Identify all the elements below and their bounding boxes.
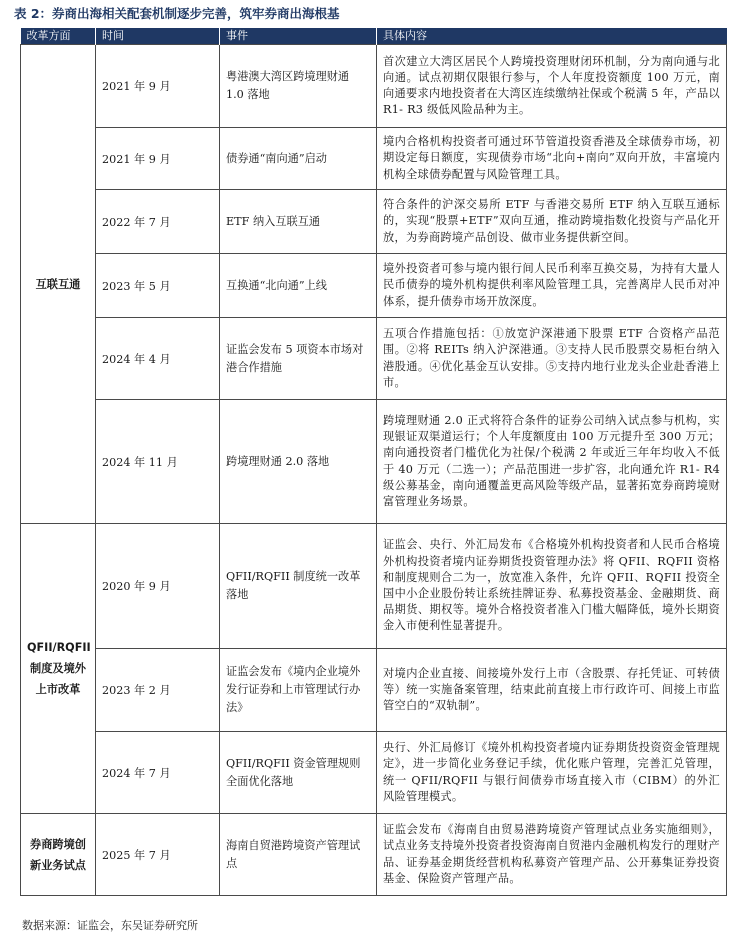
- event-cell: QFII/RQFII 资金管理规则全面优化落地: [220, 732, 377, 814]
- table-row: [21, 524, 727, 649]
- detail-cell: 对境内企业直接、间接境外发行上市（含股票、存托凭证、可转债等）统一实施备案管理，结束此前直接上市行政许可、间接上市监管空白的“双轨制”。: [377, 649, 727, 732]
- category-cell: QFII/RQFII 制度及境外上市改革: [21, 524, 96, 814]
- table-row: [21, 318, 727, 400]
- reform-table: [20, 28, 727, 896]
- header-event: 事件: [220, 28, 377, 45]
- detail-cell: 央行、外汇局修订《境外机构投资者境内证券期货投资资金管理规定》，进一步简化业务登记手续，优化账户管理，完善汇兑管理，统一 QFII/RQFII 与银行间债券市场直接入市（CIBM）的外汇风险管理模式。: [377, 732, 727, 814]
- table-row: [21, 400, 727, 524]
- detail-cell: 证监会、央行、外汇局发布《合格境外机构投资者和人民币合格境外机构投资者境内证券期货投资管理办法》将 QFII、RQFII 资格和制度规则合二为一，放宽准入条件，允许 QFII、RQFII 投资全国中小企业股份转让系统挂牌证券、私募投资基金、金融期货、商品期货、期权等。境外合格投资者准入门槛大幅降低，境外长期资金入市便利性显著提升。: [377, 524, 727, 649]
- event-cell: 互换通“北向通”上线: [220, 254, 377, 318]
- source-note: 数据来源：证监会，东吴证券研究所: [22, 919, 198, 932]
- detail-cell: 境内合格机构投资者可通过环节管道投资香港及全球债券市场，初期设定每日额度，实现债券市场“北向+南向”双向开放，丰富境内机构全球债券配置与风险管理工具。: [377, 128, 727, 190]
- event-cell: 证监会发布《境内企业境外发行证券和上市管理试行办法》: [220, 649, 377, 732]
- table-row: [21, 128, 727, 190]
- table-row: [21, 45, 727, 128]
- table-row: [21, 649, 727, 732]
- event-cell: 证监会发布 5 项资本市场对港合作措施: [220, 318, 377, 400]
- time-cell: 2021 年 9 月: [96, 128, 220, 190]
- detail-cell: 证监会发布《海南自由贸易港跨境资产管理试点业务实施细则》，试点业务支持境外投资者投资海南自贸港内金融机构发行的理财产品、证券基金期货经营机构私募资产管理产品、公开募集证券投资基金、保险资产管理产品。: [377, 814, 727, 896]
- detail-cell: 五项合作措施包括：①放宽沪深港通下股票 ETF 合资格产品范围。②将 REITs 纳入沪深港通。③支持人民币股票交易柜台纳入港股通。④优化基金互认安排。⑤支持内地行业龙头企业赴香港上市。: [377, 318, 727, 400]
- detail-cell: 跨境理财通 2.0 正式将符合条件的证券公司纳入试点参与机构，实现银证双渠道运行；个人年度额度由 100 万元提升至 300 万元；南向通投资者门槛优化为社保/个税满 2 年或近三年年均收入不低于 40 万元（二选一）；产品范围进一步扩容，北向通允许 R1- R4 级公募基金，南向通覆盖更高风险等级产品，显著拓宽券商跨境财富管理业务场景。: [377, 400, 727, 524]
- detail-cell: 符合条件的沪深交易所 ETF 与香港交易所 ETF 纳入互联互通标的，实现“股票+ETF”双向互通，推动跨境指数化投资与产品化开放，为券商跨境产品创设、做市业务提供新空间。: [377, 190, 727, 254]
- header-row: [21, 28, 727, 45]
- time-cell: 2020 年 9 月: [96, 524, 220, 649]
- event-cell: 债券通“南向通”启动: [220, 128, 377, 190]
- table-row: [21, 190, 727, 254]
- table-row: [21, 732, 727, 814]
- time-cell: 2023 年 5 月: [96, 254, 220, 318]
- table-row: [21, 254, 727, 318]
- time-cell: 2023 年 2 月: [96, 649, 220, 732]
- time-cell: 2025 年 7 月: [96, 814, 220, 896]
- time-cell: 2024 年 11 月: [96, 400, 220, 524]
- header-detail: 具体内容: [377, 28, 727, 45]
- time-cell: 2022 年 7 月: [96, 190, 220, 254]
- time-cell: 2024 年 4 月: [96, 318, 220, 400]
- event-cell: 跨境理财通 2.0 落地: [220, 400, 377, 524]
- detail-cell: 首次建立大湾区居民个人跨境投资理财闭环机制，分为南向通与北向通。试点初期仅限银行参与，个人年度投资额度 100 万元，南向通要求内地投资者在大湾区连续缴纳社保或个税满 5 年，产品以 R1- R3 级低风险品种为主。: [377, 45, 727, 128]
- event-cell: QFII/RQFII 制度统一改革落地: [220, 524, 377, 649]
- table-row: [21, 814, 727, 896]
- event-cell: 粤港澳大湾区跨境理财通 1.0 落地: [220, 45, 377, 128]
- table-title: 表 2：券商出海相关配套机制逐步完善，筑牢券商出海根基: [14, 6, 340, 21]
- event-cell: ETF 纳入互联互通: [220, 190, 377, 254]
- category-cell: 互联互通: [21, 45, 96, 524]
- time-cell: 2024 年 7 月: [96, 732, 220, 814]
- header-category: 改革方面: [21, 28, 96, 45]
- time-cell: 2021 年 9 月: [96, 45, 220, 128]
- detail-cell: 境外投资者可参与境内银行间人民币利率互换交易，为持有大量人民币债券的境外机构提供利率风险管理工具，完善离岸人民币对冲体系，提升债券市场开放深度。: [377, 254, 727, 318]
- event-cell: 海南自贸港跨境资产管理试点: [220, 814, 377, 896]
- category-cell: 券商跨境创新业务试点: [21, 814, 96, 896]
- header-time: 时间: [96, 28, 220, 45]
